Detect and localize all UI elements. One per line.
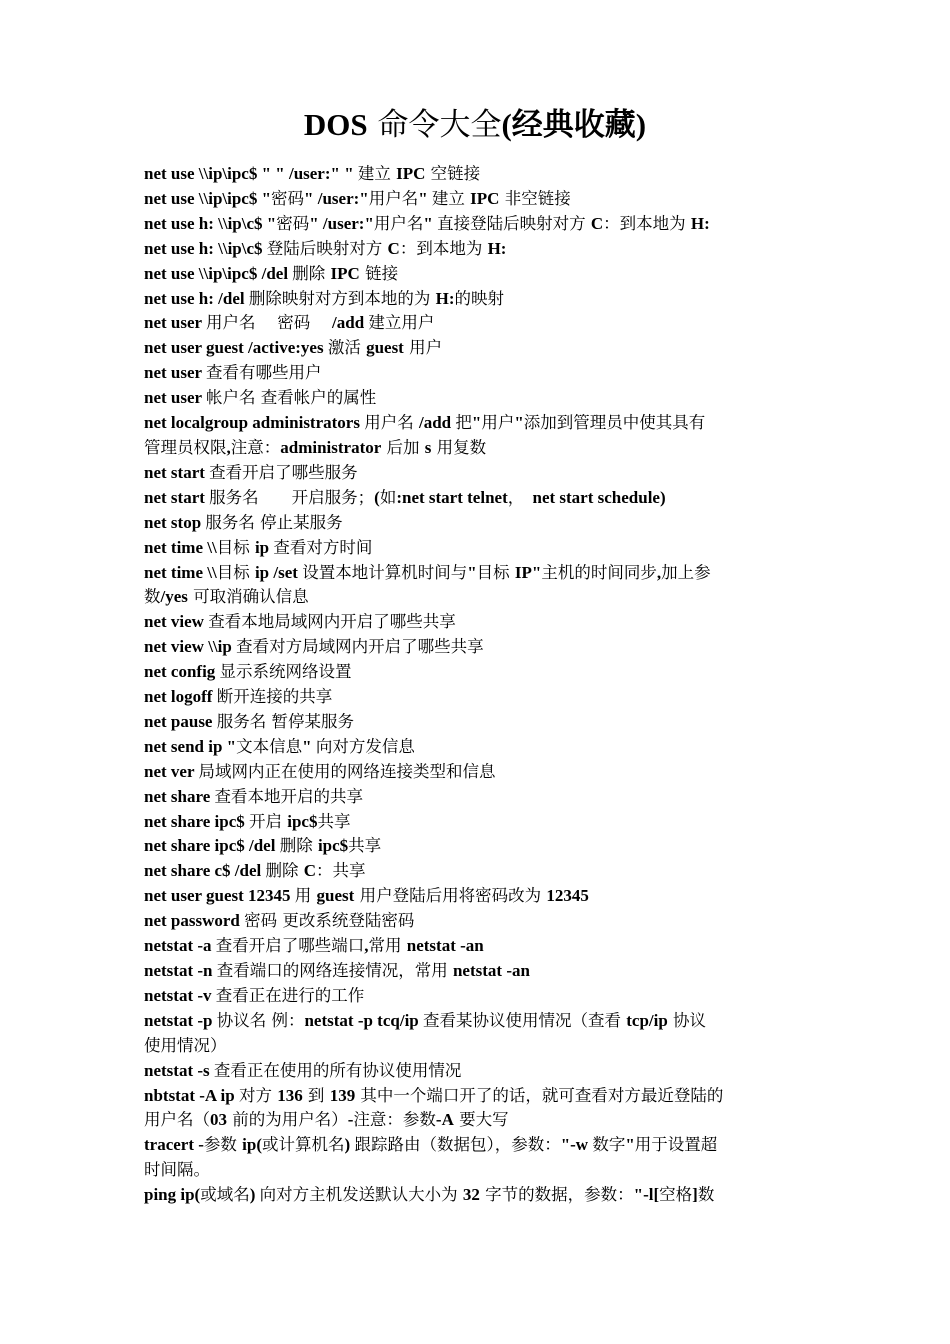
description-text: 查看正在使用的所有协议使用情况	[213, 1060, 462, 1080]
command-line	[144, 561, 808, 586]
command-text: " /user:"	[304, 188, 369, 208]
title-text: 命令大全	[367, 107, 502, 143]
command-text: ip(	[242, 1135, 263, 1155]
command-text: guest	[366, 338, 404, 358]
description-text: 查看对方时间	[273, 537, 373, 557]
description-text: 删除映射对方到本地的为	[248, 288, 436, 308]
description-text: 可取消确认信息	[187, 587, 309, 607]
description-text: 查看正在进行的工作	[215, 985, 365, 1005]
command-line	[144, 1059, 808, 1084]
command-text: C	[303, 861, 317, 881]
command-text: "	[514, 413, 524, 433]
description-text: 服务名 开启服务；	[209, 487, 375, 507]
command-text: :net start telnet	[396, 487, 508, 507]
description-text: 向对方发信息	[315, 736, 415, 756]
description-text: 建立用户	[368, 313, 435, 333]
command-text: ,	[364, 936, 369, 956]
command-text: netstat -an	[406, 936, 484, 956]
command-list	[144, 162, 808, 1208]
description-text: 如	[379, 487, 397, 507]
description-text: 断开连接的共享	[216, 687, 333, 707]
description-text: 用于设置超	[634, 1135, 718, 1155]
command-text: ]	[692, 1185, 698, 1205]
description-text: 查看开启了哪些端口	[215, 936, 365, 956]
description-text: 用户登陆后用将密码改为	[354, 886, 547, 906]
command-line	[144, 810, 808, 835]
command-text: net user	[144, 363, 207, 383]
description-text: 或域名	[200, 1185, 250, 1205]
description-text: 对方	[238, 1085, 278, 1105]
command-text: -	[347, 1110, 354, 1130]
command-text: "	[302, 736, 316, 756]
command-line	[144, 1133, 808, 1158]
command-text: net user	[144, 313, 207, 333]
description-text: 加上参	[661, 562, 711, 582]
command-text: 32	[462, 1185, 480, 1205]
command-line	[144, 785, 808, 810]
command-line	[144, 760, 808, 785]
description-text: 用户名 密码	[206, 313, 333, 333]
command-text: H:	[435, 288, 455, 308]
command-text: net share ipc$	[144, 811, 249, 831]
description-text: 局域网内正在使用的网络连接类型和信息	[198, 761, 496, 781]
description-text: 用户名	[368, 188, 419, 208]
page-title	[0, 103, 950, 147]
command-text: 03	[210, 1110, 227, 1130]
description-text: 用	[294, 886, 317, 906]
command-text: "-w	[560, 1135, 593, 1155]
command-text: guest	[316, 886, 355, 906]
description-text: 查看某协议使用情况（查看	[423, 1010, 627, 1030]
description-text: 数	[144, 587, 161, 607]
command-text: net logoff	[144, 687, 217, 707]
description-text: 显示系统网络设置	[219, 662, 352, 682]
description-text: 帐户名 查看帐户的属性	[206, 388, 377, 408]
command-text: net user guest /active:yes	[144, 338, 328, 358]
command-line	[144, 511, 808, 536]
command-line	[144, 1009, 808, 1034]
command-text: netstat -p tcq/ip	[304, 1010, 423, 1030]
command-line	[144, 262, 808, 287]
command-text: s	[424, 437, 432, 457]
description-text: 用复数	[431, 437, 487, 457]
description-text: 链接	[359, 263, 399, 283]
command-text: net use h: \\ip\c$	[144, 238, 267, 258]
command-text: ip	[254, 537, 274, 557]
description-text: 时间隔。	[144, 1160, 210, 1180]
command-text: net user guest 12345	[144, 886, 295, 906]
command-line	[144, 660, 808, 685]
command-text: netstat -s	[144, 1060, 214, 1080]
description-text: 前的为用户名）	[227, 1110, 348, 1130]
description-text: 删除	[265, 861, 304, 881]
description-text: 查看开启了哪些服务	[209, 462, 358, 482]
description-text: 数	[697, 1185, 715, 1205]
command-line	[144, 212, 808, 237]
description-text: 协议名 例：	[216, 1010, 305, 1030]
description-text: 到	[302, 1085, 330, 1105]
description-text: 删除	[292, 263, 331, 283]
command-text: netstat -n	[144, 961, 217, 980]
command-line	[144, 486, 808, 511]
description-text: 用户名	[364, 413, 419, 433]
command-text: net user	[144, 388, 207, 408]
description-text: 协议	[667, 1010, 707, 1030]
command-text: administrator	[280, 437, 382, 457]
command-text: net localgroup administrators	[144, 413, 365, 433]
command-text: net share ipc$ /del	[144, 836, 280, 856]
command-text: -A	[435, 1110, 454, 1130]
command-line	[144, 959, 808, 984]
description-text: 空格	[659, 1185, 693, 1205]
description-text: 空链接	[425, 164, 481, 183]
command-text: net view	[144, 612, 209, 632]
command-line	[144, 536, 808, 561]
description-text: 共享	[348, 836, 382, 856]
description-text: 字节的数据，参数：	[479, 1185, 634, 1205]
command-text: net pause	[144, 711, 217, 731]
command-line	[144, 884, 808, 909]
command-text: "	[467, 562, 477, 582]
command-text: IPC	[330, 263, 360, 283]
command-line	[144, 386, 808, 411]
command-text: net time \\	[144, 562, 217, 582]
description-text: 主机的时间同步	[541, 562, 657, 582]
command-line	[144, 834, 808, 859]
command-line	[144, 859, 808, 884]
description-text: 查看有哪些用户	[206, 363, 322, 383]
description-text: ：共享	[316, 861, 366, 881]
command-text: "	[418, 188, 432, 208]
description-text: 要大写	[453, 1110, 509, 1130]
description-text: 参数	[203, 1135, 243, 1155]
command-line	[144, 735, 808, 760]
command-line	[144, 1183, 808, 1208]
description-text: 数字	[592, 1135, 626, 1155]
description-text: 或计算机名	[262, 1135, 345, 1155]
command-text: net use \\ip\ipc$ " " /user:" "	[144, 164, 358, 183]
description-text: 查看本地开启的共享	[214, 786, 364, 806]
description-text: 后加	[381, 437, 425, 457]
command-text: net use \\ip\ipc$ "	[144, 188, 272, 208]
description-text: 注意：参数	[353, 1110, 436, 1130]
command-line	[144, 1158, 808, 1183]
description-text: 共享	[317, 811, 351, 831]
command-text: net view \\ip	[144, 637, 237, 657]
command-line	[144, 311, 808, 336]
command-text: net share	[144, 786, 215, 806]
command-text: ,	[226, 437, 231, 457]
description-text: 的映射	[454, 288, 504, 308]
command-text: tracert -	[144, 1135, 204, 1155]
description-text: 服务名 暂停某服务	[216, 711, 354, 731]
description-text: 把	[455, 413, 472, 433]
command-text: net use \\ip\ipc$ /del	[144, 263, 293, 283]
description-text: 用户	[481, 413, 515, 433]
description-text: 跟踪路由（数据包），参数：	[354, 1135, 561, 1155]
command-line	[144, 984, 808, 1009]
command-text: "	[423, 213, 438, 233]
command-line	[144, 685, 808, 710]
command-line	[144, 336, 808, 361]
description-text: 开启	[249, 811, 288, 831]
command-text: IPC	[396, 164, 426, 183]
command-text: /add	[418, 413, 456, 433]
command-line	[144, 162, 808, 187]
description-text: 向对方主机发送默认大小为	[259, 1185, 463, 1205]
description-text: 查看端口的网络连接情况，常用	[216, 961, 453, 980]
description-text: 删除	[279, 836, 318, 856]
command-line	[144, 187, 808, 212]
command-text: H:	[690, 213, 710, 233]
description-text: 目标	[476, 562, 515, 582]
description-text: 查看本地局域网内开启了哪些共享	[208, 612, 456, 632]
command-text: net send ip "	[144, 736, 237, 756]
command-text: nbtstat -A ip	[144, 1085, 239, 1105]
command-text: ipc$	[287, 811, 318, 831]
command-text: netstat -p	[144, 1010, 217, 1030]
command-text: net start schedule)	[532, 487, 666, 507]
description-text: 服务名 停止某服务	[205, 512, 343, 532]
command-text: )	[344, 1135, 355, 1155]
command-text: net share c$ /del	[144, 861, 266, 881]
command-line	[144, 1108, 808, 1133]
command-line	[144, 1084, 808, 1109]
description-text: 管理员权限	[144, 437, 227, 457]
command-text: net start	[144, 487, 210, 507]
description-text: 文本信息	[236, 736, 303, 756]
command-text: 12345	[546, 886, 589, 906]
command-text: net ver	[144, 761, 199, 781]
description-text: 常用	[368, 936, 407, 956]
command-text: tcp/ip	[626, 1010, 668, 1030]
description-text: 密码	[271, 188, 305, 208]
command-line	[144, 909, 808, 934]
command-text: net password	[144, 911, 245, 931]
description-text: 激活	[327, 338, 367, 358]
command-text: net use h: \\ip\c$ "	[144, 213, 277, 233]
description-text: 建立	[431, 188, 471, 208]
command-text: ip /set	[254, 562, 303, 582]
description-text: 密码 更改系统登陆密码	[244, 911, 415, 931]
title-command: DOS	[303, 107, 368, 142]
description-text: 其中一个端口开了的话，就可查看对方最近登陆的	[355, 1085, 724, 1105]
command-line	[144, 635, 808, 660]
description-text: 直接登陆后映射对方	[437, 213, 591, 233]
command-line	[144, 610, 808, 635]
description-text: 设置本地计算机时间与	[302, 562, 468, 582]
command-text: IPC	[470, 188, 500, 208]
command-text: "-l[	[633, 1185, 660, 1205]
description-text: 注意：	[230, 437, 281, 457]
description-text: 建立	[357, 164, 397, 183]
command-text: netstat -v	[144, 985, 216, 1005]
command-text: IP"	[514, 562, 542, 582]
command-text: /yes	[160, 587, 188, 607]
command-text: /add	[332, 313, 369, 333]
command-text: ,	[656, 562, 662, 582]
description-text: 查看对方局域网内开启了哪些共享	[236, 637, 484, 657]
command-line	[144, 436, 808, 461]
command-text: )	[249, 1185, 260, 1205]
command-text: net stop	[144, 512, 206, 532]
command-text: net time \\	[144, 537, 217, 557]
command-text: C	[387, 238, 400, 258]
command-line	[144, 585, 808, 610]
description-text: 非空链接	[499, 188, 571, 208]
description-text: 用户名	[373, 213, 424, 233]
command-text: ping ip(	[144, 1185, 201, 1205]
description-text: 密码	[276, 213, 310, 233]
command-text: net use h: /del	[144, 288, 249, 308]
description-text: 使用情况）	[144, 1035, 227, 1055]
command-text: 136	[277, 1085, 303, 1105]
command-line	[144, 934, 808, 959]
command-text: "	[471, 413, 482, 433]
command-line	[144, 461, 808, 486]
command-text: net config	[144, 662, 220, 682]
command-line	[144, 411, 808, 436]
command-text: netstat -an	[452, 961, 530, 980]
command-line	[144, 237, 808, 262]
command-text: H:	[487, 238, 507, 258]
command-text: ipc$	[317, 836, 349, 856]
description-text: ：到本地为	[603, 213, 691, 233]
description-text: 目标	[216, 562, 255, 582]
command-text: C	[590, 213, 604, 233]
description-text: ，	[507, 487, 533, 507]
command-text: netstat -a	[144, 936, 216, 956]
command-line	[144, 361, 808, 386]
command-line	[144, 710, 808, 735]
command-text: (	[374, 487, 380, 507]
title-paren: (经典收藏)	[501, 107, 647, 142]
description-text: 登陆后映射对方	[266, 238, 388, 258]
description-text: 添加到管理员中使其具有	[523, 413, 706, 433]
command-text: net start	[144, 462, 210, 482]
description-text: ：到本地为	[399, 238, 488, 258]
command-text: 139	[329, 1085, 356, 1105]
command-line	[144, 1034, 808, 1059]
command-line	[144, 287, 808, 312]
command-text: " /user:"	[309, 213, 374, 233]
command-text: "	[625, 1135, 635, 1155]
description-text: 用户	[403, 338, 443, 358]
description-text: 目标	[216, 537, 255, 557]
description-text: 用户名（	[144, 1110, 210, 1130]
